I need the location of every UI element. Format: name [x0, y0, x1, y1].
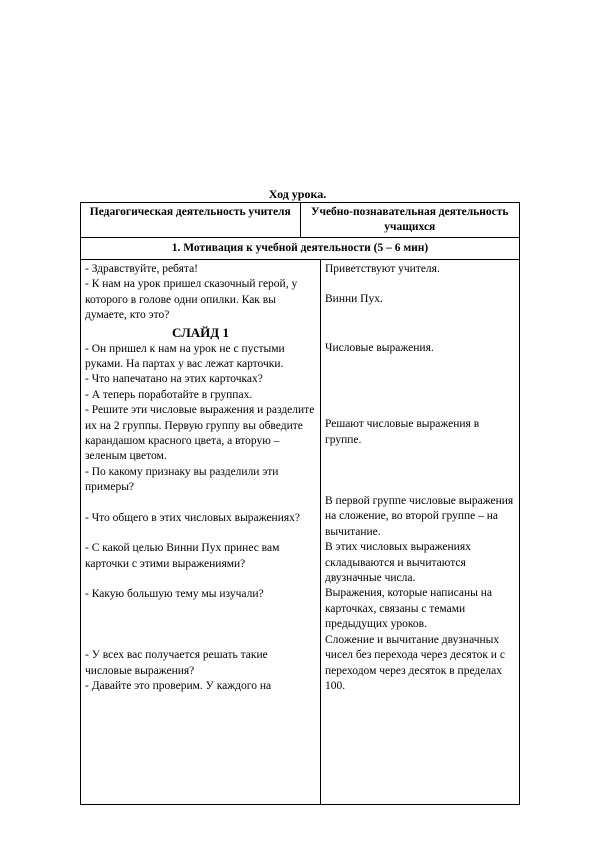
lesson-table [80, 202, 520, 805]
teacher-line: - Здравствуйте, ребята! [85, 263, 199, 275]
teacher-line: - По какому признаку вы разделили эти примеры? [85, 465, 279, 494]
page-title: Ход урока. [268, 187, 327, 201]
student-line: В этих числовых выражениях складываются и вычитаются двузначные числа. [325, 541, 471, 585]
teacher-line: - Он пришел к нам на урок не с пустыми руками. На партах у вас лежат карточки. [85, 342, 285, 371]
student-line: Приветствуют учителя. [325, 263, 440, 275]
teacher-line: - Какую большую тему мы изучали? [85, 587, 264, 600]
teacher-line: - К нам на урок пришел сказочный герой, у которого в голове одни опилки. Как вы думаете, кто это? [85, 278, 298, 322]
section-row [81, 238, 519, 260]
teacher-line: - У всех вас получается решать такие числовые выражения? [85, 649, 268, 677]
slide-label: СЛАЙД 1 [172, 324, 229, 340]
teacher-line: - А теперь поработайте в группах. [85, 388, 253, 401]
students-column [321, 260, 519, 804]
header-students: Учебно-познавательная деятельность учащихся [300, 203, 520, 237]
student-line: В первой группе числовые выражения на сложение, во второй группе – на вычитание. [325, 495, 514, 538]
teacher-column [81, 260, 321, 804]
teacher-line: - С какой целью Винни Пух принес вам карточки с этими выражениями? [85, 542, 280, 570]
header-teacher: Педагогическая деятельность учителя [89, 206, 291, 218]
teacher-line: - Давайте это проверим. У каждого на [85, 680, 272, 693]
teacher-line: - Что общего в этих числовых выражениях? [85, 511, 301, 524]
student-line: Выражения, которые написаны на карточках, связаны с темами предыдущих уроков. [325, 587, 492, 631]
teacher-line: - Что напечатано на этих карточках? [85, 373, 263, 386]
section-title: 1. Мотивация к учебной деятельности (5 – 6 мин) [171, 242, 429, 254]
table-body-row [81, 260, 519, 804]
student-line: Числовые выражения. [325, 341, 434, 354]
table-header-row [81, 203, 519, 238]
student-line: Винни Пух. [325, 293, 383, 306]
student-line: Решают числовые выражения в группе. [325, 418, 480, 446]
teacher-line: - Решите эти числовые выражения и разделите их на 2 группы. Первую группу вы обведите карандашом красного цвета, а вторую – зеленым цветом. [85, 404, 315, 463]
student-line: Сложение и вычитание двузначных чисел без перехода через десяток и с переходом через десяток в пределах 100. [325, 633, 505, 692]
